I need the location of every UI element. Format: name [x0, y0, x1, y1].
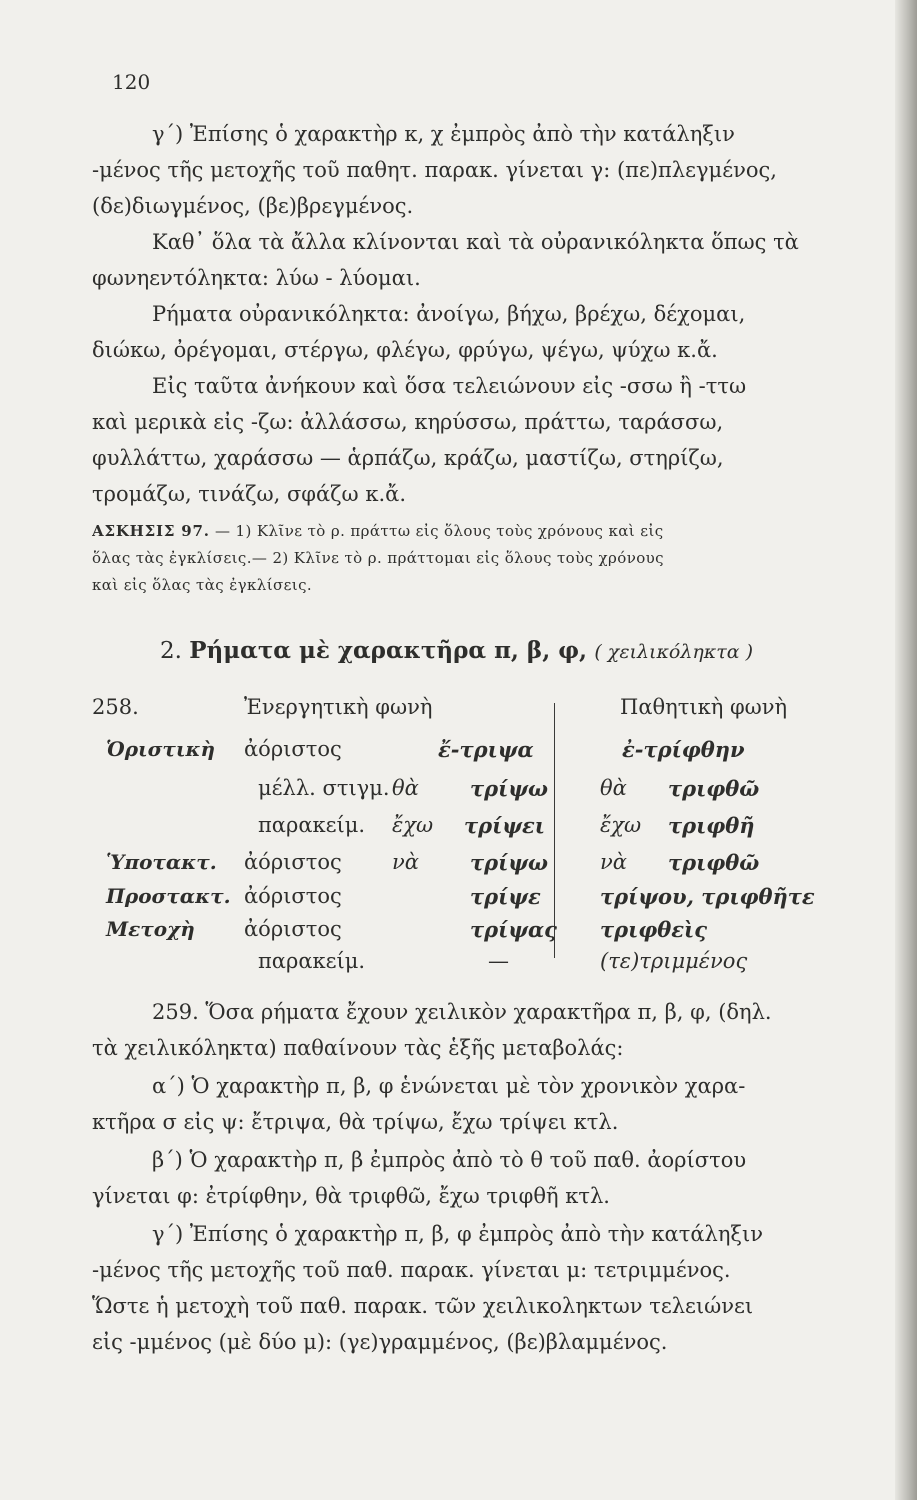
active-aux: ἔχω [392, 813, 434, 837]
passive-form: (τε)τριμμένος [600, 949, 748, 973]
exercise-line: καὶ εἰς ὅλας τὰς ἐγκλίσεις. [92, 576, 313, 594]
text-line: 259. Ὅσα ρήματα ἔχουν χειλικὸν χαρακτῆρα π, β, φ, (δηλ. [152, 1000, 772, 1024]
text-line: κτῆρα σ εἰς ψ: ἔτριψα, θὰ τρίψω, ἔχω τρίψει κτλ. [92, 1110, 619, 1134]
text-line: Καθ᾽ ὅλα τὰ ἄλλα κλίνονται καὶ τὰ οὐρανικόληκτα ὅπως τὰ [152, 230, 799, 254]
passive-aux: ἔχω [600, 813, 642, 837]
active-form: ἔ-τριψα [438, 737, 534, 762]
paragraph-number: 258. [92, 695, 139, 719]
text-line: β΄) Ὁ χαρακτὴρ π, β ἐμπρὸς ἀπὸ τὸ θ τοῦ παθ. ἀορίστου [152, 1148, 747, 1172]
page-number: 120 [112, 70, 151, 94]
text-line: εἰς -μμένος (μὲ δύο μ): (γε)γραμμένος, (βε)βλαμμένος. [92, 1330, 668, 1354]
passive-aux: θὰ [600, 776, 627, 800]
text-line: Εἰς ταῦτα ἀνήκουν καὶ ὅσα τελειώνουν εἰς -σσω ἢ -ττω [152, 374, 747, 398]
active-voice-header: Ἐνεργητικὴ φωνὴ [244, 695, 433, 719]
text-line: Ὥστε ἡ μετοχὴ τοῦ παθ. παρακ. τῶν χειλικοληκτων τελειώνει [92, 1294, 754, 1318]
passive-form: τριφθεὶς [600, 917, 707, 942]
text-line: φωνηεντόληκτα: λύω - λύομαι. [92, 266, 421, 290]
exercise-text: — 1) Κλῖνε τὸ ρ. πράττω εἰς ὅλους τοὺς χρόνους καὶ εἰς [214, 522, 664, 540]
mood-label: Ὑποτακτ. [106, 850, 217, 874]
mood-label: Προστακτ. [106, 884, 231, 908]
passive-form: τριφθῶ [668, 776, 760, 801]
tense-label: παρακείμ. [258, 949, 366, 973]
passive-aux: νὰ [600, 850, 627, 874]
text-line: γ΄) Ἐπίσης ὁ χαρακτὴρ κ, χ ἐμπρὸς ἀπὸ τὴν κατάληξιν [152, 122, 735, 146]
active-form: — [488, 949, 509, 973]
tense-label: παρακείμ. [258, 813, 366, 837]
text-line: Ρήματα οὐρανικόληκτα: ἀνοίγω, βήχω, βρέχω, δέχομαι, [152, 302, 746, 326]
text-line: (δε)διωγμένος, (βε)βρεγμένος. [92, 194, 414, 218]
text-line: τὰ χειλικόληκτα) παθαίνουν τὰς ἑξῆς μεταβολάς: [92, 1036, 624, 1060]
exercise-line [92, 522, 850, 540]
text-line: γ΄) Ἐπίσης ὁ χαρακτὴρ π, β, φ ἐμπρὸς ἀπὸ τὴν κατάληξιν [152, 1222, 763, 1246]
active-form: τρίψω [470, 776, 549, 801]
exercise-label: ΑΣΚΗΣΙΣ 97. [92, 522, 210, 540]
text-line: γίνεται φ: ἐτρίφθην, θὰ τριφθῶ, ἔχω τριφθῆ κτλ. [92, 1184, 610, 1208]
active-aux: θὰ [392, 776, 419, 800]
text-line: διώκω, ὀρέγομαι, στέργω, φλέγω, φρύγω, ψέγω, ψύχω κ.ἄ. [92, 338, 718, 362]
active-aux: νὰ [392, 850, 419, 874]
section-title: Ρήματα μὲ χαρακτῆρα π, β, φ, [189, 637, 588, 664]
passive-voice-header: Παθητικὴ φωνὴ [620, 695, 788, 719]
tense-label: ἀόριστος [244, 737, 342, 761]
tense-label: ἀόριστος [244, 850, 342, 874]
text-line: φυλλάττω, χαράσσω — ἁρπάζω, κράζω, μαστίζω, στηρίζω, [92, 446, 724, 470]
tense-label: ἀόριστος [244, 917, 342, 941]
active-form: τρίψει [464, 813, 545, 838]
conjugation-table [92, 695, 852, 973]
section-heading [160, 637, 753, 664]
text-line: -μένος τῆς μετοχῆς τοῦ παθητ. παρακ. γίνεται γ: (πε)πλεγμένος, [92, 158, 777, 182]
section-subtitle: ( χειλικόληκτα ) [594, 641, 754, 663]
passive-form: τριφθῆ [668, 813, 755, 838]
page-spine [895, 0, 917, 1500]
exercise-line: ὅλας τὰς ἐγκλίσεις.— 2) Κλῖνε τὸ ρ. πράττομαι εἰς ὅλους τοὺς χρόνους [92, 549, 664, 567]
active-form: τρίψας [470, 917, 557, 942]
mood-label: Μετοχὴ [106, 917, 195, 941]
text-line: -μένος τῆς μετοχῆς τοῦ παθ. παρακ. γίνεται μ: τετριμμένος. [92, 1258, 731, 1282]
active-form: τρίψω [470, 850, 549, 875]
text-line: α΄) Ὁ χαρακτὴρ π, β, φ ἑνώνεται μὲ τὸν χρονικὸν χαρα- [152, 1074, 746, 1098]
tense-label: ἀόριστος [244, 884, 342, 908]
active-form: τρίψε [470, 884, 541, 909]
text-line: καὶ μερικὰ εἰς -ζω: ἀλλάσσω, κηρύσσω, πράττω, ταράσσω, [92, 410, 724, 434]
mood-label: Ὁριστικὴ [106, 737, 216, 761]
passive-form: τρίψου, τριφθῆτε [600, 884, 815, 909]
text-line: τρομάζω, τινάζω, σφάζω κ.ἄ. [92, 482, 407, 506]
tense-label: μέλλ. στιγμ. [258, 776, 390, 800]
passive-form: ἐ-τρίφθην [622, 737, 745, 762]
section-number: 2. [160, 638, 182, 664]
passive-form: τριφθῶ [668, 850, 760, 875]
